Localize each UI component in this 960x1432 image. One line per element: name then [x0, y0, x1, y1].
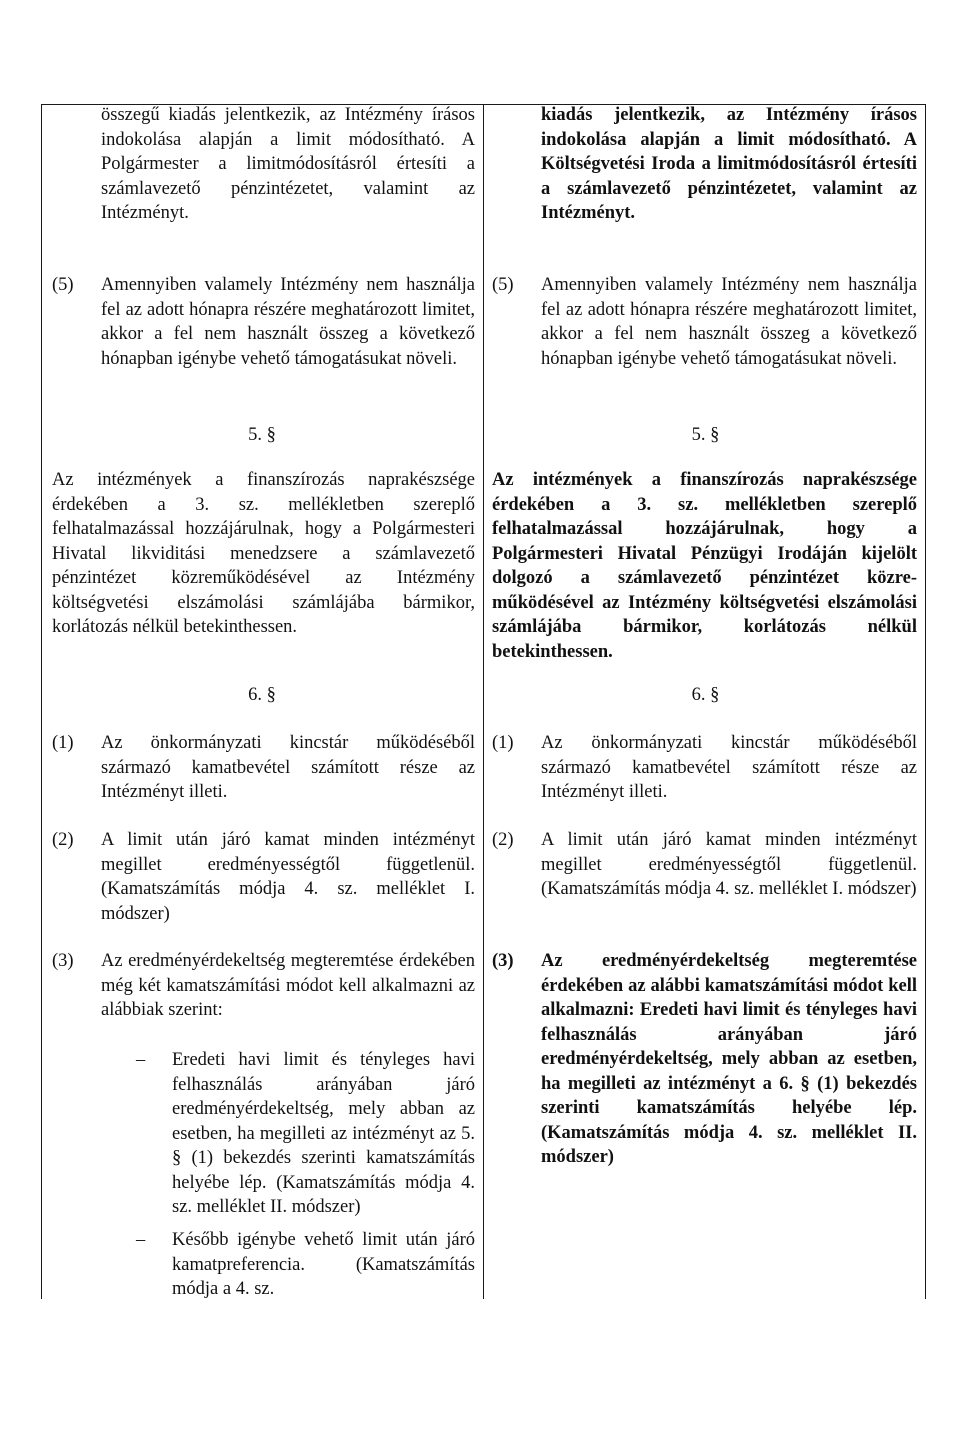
right-paragraph-4-5: Amennyiben valamely Intézmény nem használja fel az adott hónapra részére meghatározott limitet, akkor a fel nem használt összeg a következő hónapban igénybe vehető támogatásukat növeli.	[541, 275, 917, 369]
right-paragraph-number: (5)	[492, 275, 514, 295]
left-paragraph-6-1: Az önkormányzati kincstár működéséből származó kamatbevétel számított része az Intézményt illeti.	[101, 733, 475, 802]
left-bullet-1: Eredeti havi limit és tényleges havi felhasználás arányában járó eredményérdekeltség, mely abban az esetben, ha megilleti az intézményt az 5. § (1) bekezdés szerinti kamatszámítás helyébe lép. (Kamatszámítás módja 4. sz. melléklet II. módszer)	[172, 1050, 475, 1217]
right-paragraph-6-3: Az eredményérdekeltség megteremtése érdekében az alábbi kamatszámítási módot kell alkalmazni: Eredeti havi limit és tényleges havi felhasználás arányában járó eredményérdekeltség, mely abban az esetben, ha megilleti az intézményt a 6. § (1) bekezdés szerinti kamatszámítás helyébe lép. (Kamatszámítás módja 4. sz. melléklet II. módszer)	[541, 951, 917, 1167]
left-intro-paragraph: összegű kiadás jelentkezik, az Intézmény írásos indokolása alapján a limit módosítható. A Polgármester a limitmódosításról értesíti a számlavezető pénzintézetet, valamint az Intézményt.	[101, 105, 475, 223]
right-paragraph-6-1: Az önkormányzati kincstár működéséből származó kamatbevétel számított része az Intézményt illeti.	[541, 733, 917, 802]
dash-bullet-icon: –	[136, 1230, 146, 1250]
dash-bullet-icon: –	[136, 1050, 146, 1070]
left-paragraph-4-5: Amennyiben valamely Intézmény nem használja fel az adott hónapra részére meghatározott limitet, akkor a fel nem használt összeg a következő hónapban igénybe vehető támogatásukat növeli.	[101, 275, 475, 369]
right-paragraph-number: (1)	[492, 733, 514, 753]
right-section-5-text: Az intézmények a finanszírozás naprakészsége érdekében a 3. sz. mellékletben szereplő felhatalmazással hozzájárulnak, hogy a Polgármesteri Hivatal Pénzügyi Irodáján kijelölt dolgozó a számlavezető pénzintézet közre-működésével az Intézmény költségvetési elszámolási számlájába bármikor, korlátozás nélkül betekinthessen.	[492, 470, 917, 662]
left-paragraph-number: (3)	[52, 951, 74, 971]
right-paragraph-number: (3)	[492, 951, 514, 971]
left-section-5-text: Az intézmények a finanszírozás naprakészsége érdekében a 3. sz. mellékletben szereplő felhatalmazással hozzájárulnak, hogy a Polgármesteri Hivatal likviditási menedzsere a számlavezető pénzintézet közreműködésével az Intézmény költségvetési elszámolási számlájába bármikor, korlátozás nélkül betekinthessen.	[52, 470, 475, 637]
right-section-heading-5: 5. §	[691, 425, 720, 445]
right-paragraph-number: (2)	[492, 830, 514, 850]
left-paragraph-6-3: Az eredményérdekeltség megteremtése érdekében még két kamatszámítási módot kell alkalmazni az alábbiak szerint:	[101, 951, 475, 1020]
left-paragraph-number: (5)	[52, 275, 74, 295]
right-intro-paragraph: kiadás jelentkezik, az Intézmény írásos indokolása alapján a limit módosítható. A Költségvetési Iroda a limitmódosításról értesíti a számlavezető pénzintézetet, valamint az Intézményt.	[541, 105, 917, 223]
left-paragraph-6-2: A limit után járó kamat minden intézményt megillet eredményességtől függetlenül. (Kamatszámítás módja 4. sz. melléklet I. módszer)	[101, 830, 475, 924]
left-bullet-2: Később igénybe vehető limit után járó kamatpreferencia. (Kamatszámítás módja a 4. sz.	[172, 1230, 475, 1299]
left-paragraph-number: (2)	[52, 830, 74, 850]
left-section-heading-6: 6. §	[248, 685, 276, 705]
column-divider	[483, 104, 484, 1299]
left-section-heading-5: 5. §	[248, 425, 276, 445]
right-section-heading-6: 6. §	[691, 685, 720, 705]
right-paragraph-6-2: A limit után járó kamat minden intézményt megillet eredményességtől függetlenül. (Kamatszámítás módja 4. sz. melléklet I. módszer)	[541, 830, 917, 899]
left-paragraph-number: (1)	[52, 733, 74, 753]
